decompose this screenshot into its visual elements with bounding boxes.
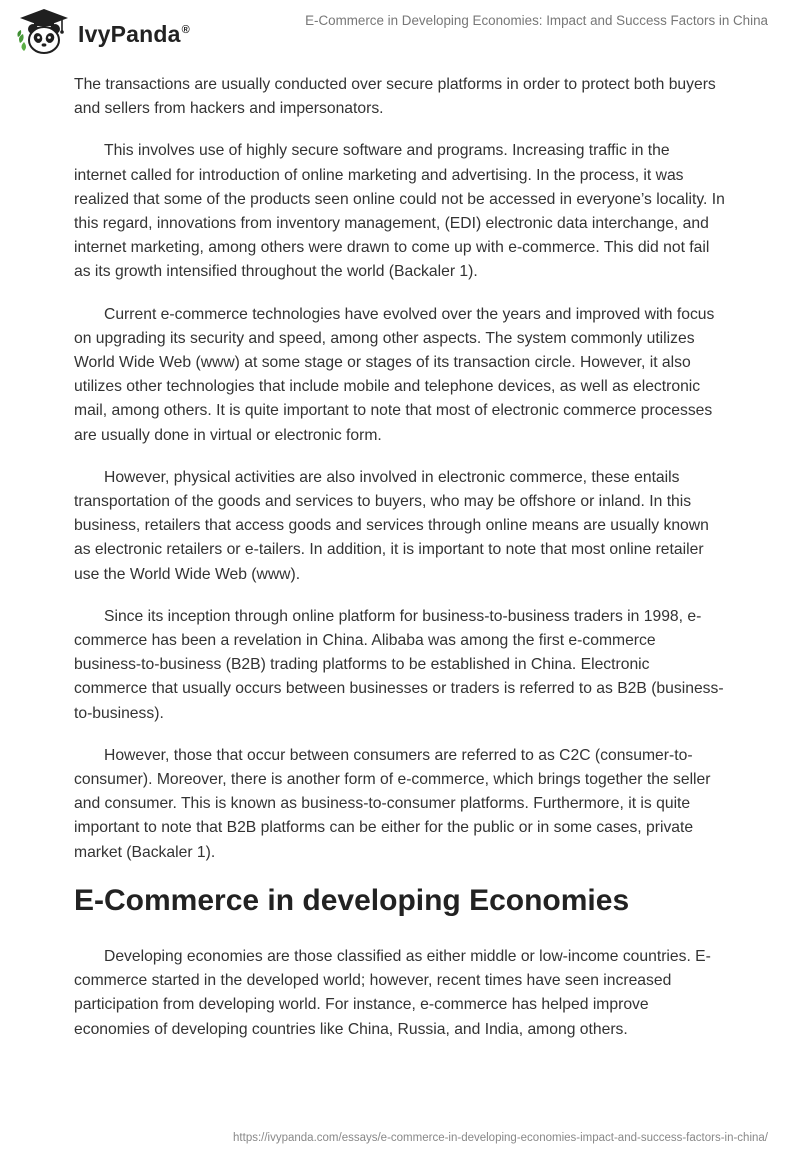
registered-mark: ® xyxy=(181,23,190,36)
paragraph: However, physical activities are also involved in electronic commerce, these entails transportation of the goods and services to buyers, who may be offshore or inland. In this business, retailers that access goods and services through online means are usually known as electronic retailers or e-tailers. In addition, it is important to note that most online retailer use the World Wide Web (www). xyxy=(74,468,709,583)
ivypanda-logo[interactable] xyxy=(14,7,190,57)
paragraph: The transactions are usually conducted over secure platforms in order to protect both buyers and sellers from hackers and impersonators. xyxy=(74,76,716,118)
logo-text: IvyPanda xyxy=(78,20,181,47)
page-header xyxy=(0,0,800,70)
panda-graduate-icon xyxy=(14,7,74,57)
paragraph: However, those that occur between consumers are referred to as C2C (consumer-to-consumer). Moreover, there is another form of e-commerce, which brings together the seller and consumer. This is known as business-to-consumer platforms. Furthermore, it is quite important to note that B2B platforms can be either for the public or in some cases, private market (Backaler 1). xyxy=(74,746,711,861)
paragraph: Since its inception through online platform for business-to-business traders in 1998, e-commerce has been a revelation in China. Alibaba was among the first e-commerce business-to-business (B2B) trading platforms to be established in China. Electronic commerce that usually occurs between businesses or traders is referred to as B2B (business-to-business). xyxy=(74,607,724,722)
document-title: E-Commerce in Developing Economies: Impact and Success Factors in China xyxy=(305,13,768,28)
source-url[interactable]: https://ivypanda.com/essays/e-commerce-in-developing-economies-impact-and-success-factors-in-china/ xyxy=(233,1132,768,1144)
section-heading: E-Commerce in developing Economies xyxy=(74,883,630,917)
paragraph: This involves use of highly secure software and programs. Increasing traffic in the internet called for introduction of online marketing and advertising. In the process, it was realized that some of the products seen online could not be accessed in everyone’s locality. In this regard, innovations from inventory management, (EDI) electronic data interchange, and internet marketing, among others were drawn to come up with e-commerce. This did not fail as its growth intensified throughout the world (Backaler 1). xyxy=(74,142,725,281)
paragraph: Current e-commerce technologies have evolved over the years and improved with focus on upgrading its security and speed, among other aspects. The system commonly utilizes World Wide Web (www) at some stage or stages of its transaction circle. However, it also utilizes other technologies that include mobile and telephone devices, as well as electronic mail, among others. It is quite important to note that most of electronic commerce processes are usually done in virtual or electronic form. xyxy=(74,305,715,444)
paragraph: Developing economies are those classified as either middle or low-income countries. E-commerce started in the developed world; however, recent times have seen increased participation from developing world. For instance, e-commerce has helped improve economies of developing countries like China, Russia, and India, among others. xyxy=(74,947,711,1038)
essay-body xyxy=(74,73,726,1060)
logo-wordmark xyxy=(78,21,190,48)
